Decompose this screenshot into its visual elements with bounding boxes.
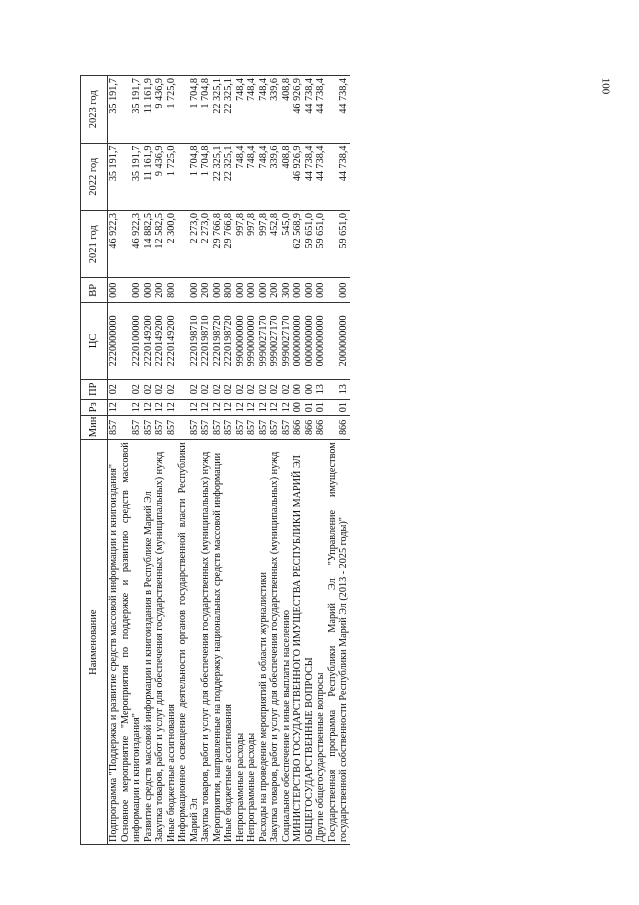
header-vr: ВР bbox=[81, 278, 108, 303]
cell-vr: 000 bbox=[246, 278, 258, 303]
cell-vr: 000 bbox=[304, 278, 316, 303]
cell-min: 857 bbox=[246, 415, 258, 440]
cell-y2023: 1 704,8 bbox=[177, 76, 200, 144]
cell-cs: 2220198710 bbox=[177, 303, 200, 379]
header-name: Наименование bbox=[81, 440, 108, 845]
cell-y2022: 35 191,7 bbox=[120, 143, 143, 210]
cell-y2023: 1 704,8 bbox=[200, 76, 212, 144]
cell-vr: 000 bbox=[292, 278, 304, 303]
cell-rz: 01 bbox=[315, 399, 327, 415]
table-row bbox=[154, 76, 166, 845]
cell-pr: 02 bbox=[246, 379, 258, 399]
cell-min: 857 bbox=[258, 415, 270, 440]
table-row bbox=[143, 76, 155, 845]
cell-cs: 2220149200 bbox=[143, 303, 155, 379]
cell-vr: 000 bbox=[235, 278, 247, 303]
cell-min: 857 bbox=[223, 415, 235, 440]
table-row bbox=[223, 76, 235, 845]
cell-y2022: 35 191,7 bbox=[108, 143, 120, 210]
table-row bbox=[108, 76, 120, 845]
table-row bbox=[246, 76, 258, 845]
cell-y2023: 408,8 bbox=[281, 76, 293, 144]
cell-y2021: 545,0 bbox=[281, 210, 293, 277]
cell-name: Развитие средств массовой информации и книгоиздания в Республике Марий Эл bbox=[143, 440, 155, 845]
cell-pr: 02 bbox=[212, 379, 224, 399]
cell-min: 866 bbox=[315, 415, 327, 440]
cell-name: МИНИСТЕРСТВО ГОСУДАРСТВЕННОГО ИМУЩЕСТВА РЕСПУБЛИКИ МАРИЙ ЭЛ bbox=[292, 440, 304, 845]
cell-y2023: 44 738,4 bbox=[304, 76, 316, 144]
cell-vr: 000 bbox=[177, 278, 200, 303]
cell-name: Закупка товаров, работ и услуг для обеспечения государственных (муниципальных) нужд bbox=[154, 440, 166, 845]
table-body bbox=[108, 76, 350, 845]
cell-pr: 02 bbox=[281, 379, 293, 399]
cell-min: 857 bbox=[281, 415, 293, 440]
cell-cs: 2220198710 bbox=[200, 303, 212, 379]
cell-y2021: 59 651,0 bbox=[327, 210, 350, 277]
cell-name: Закупка товаров, работ и услуг для обеспечения государственных (муниципальных) нужд bbox=[200, 440, 212, 845]
cell-cs: 0000000000 bbox=[315, 303, 327, 379]
cell-name: Иные бюджетные ассигнования bbox=[166, 440, 178, 845]
cell-cs: 2220198720 bbox=[212, 303, 224, 379]
table-row bbox=[315, 76, 327, 845]
cell-y2021: 997,8 bbox=[258, 210, 270, 277]
cell-cs: 0000000000 bbox=[304, 303, 316, 379]
cell-cs: 2000000000 bbox=[327, 303, 350, 379]
cell-y2023: 35 191,7 bbox=[108, 76, 120, 144]
cell-y2021: 46 922,3 bbox=[120, 210, 143, 277]
cell-name: Непрограммные расходы bbox=[235, 440, 247, 845]
cell-cs: 2220198720 bbox=[223, 303, 235, 379]
cell-name: ОБЩЕГОСУДАРСТВЕННЫЕ ВОПРОСЫ bbox=[304, 440, 316, 845]
table-row bbox=[166, 76, 178, 845]
cell-cs: 2220100000 bbox=[120, 303, 143, 379]
cell-rz: 12 bbox=[154, 399, 166, 415]
cell-vr: 200 bbox=[269, 278, 281, 303]
cell-y2021: 46 922,3 bbox=[108, 210, 120, 277]
cell-vr: 200 bbox=[200, 278, 212, 303]
cell-y2022: 44 738,4 bbox=[327, 143, 350, 210]
cell-cs: 9900000000 bbox=[235, 303, 247, 379]
cell-cs: 9990027170 bbox=[269, 303, 281, 379]
cell-y2022: 748,4 bbox=[246, 143, 258, 210]
cell-min: 857 bbox=[235, 415, 247, 440]
cell-y2023: 748,4 bbox=[246, 76, 258, 144]
cell-y2022: 748,4 bbox=[258, 143, 270, 210]
header-cs: ЦС bbox=[81, 303, 108, 379]
cell-pr: 02 bbox=[143, 379, 155, 399]
cell-y2023: 22 325,1 bbox=[223, 76, 235, 144]
cell-y2022: 408,8 bbox=[281, 143, 293, 210]
cell-y2021: 59 651,0 bbox=[304, 210, 316, 277]
cell-min: 857 bbox=[120, 415, 143, 440]
cell-name: Непрограммные расходы bbox=[246, 440, 258, 845]
cell-name: Иные бюджетные ассигнования bbox=[223, 440, 235, 845]
table-row bbox=[258, 76, 270, 845]
cell-name: Информационное освещение деятельности органов государственной власти Республики Марий Эл bbox=[177, 440, 200, 845]
cell-y2021: 59 651,0 bbox=[315, 210, 327, 277]
cell-y2023: 339,6 bbox=[269, 76, 281, 144]
cell-rz: 12 bbox=[212, 399, 224, 415]
cell-y2021: 2 273,0 bbox=[200, 210, 212, 277]
cell-y2022: 1 725,0 bbox=[166, 143, 178, 210]
cell-min: 857 bbox=[269, 415, 281, 440]
cell-min: 857 bbox=[154, 415, 166, 440]
cell-pr: 00 bbox=[292, 379, 304, 399]
cell-y2021: 2 273,0 bbox=[177, 210, 200, 277]
header-2021: 2021 год bbox=[81, 210, 108, 277]
header-rz: Рз bbox=[81, 399, 108, 415]
cell-rz: 12 bbox=[258, 399, 270, 415]
cell-vr: 800 bbox=[223, 278, 235, 303]
cell-cs: 2220149200 bbox=[154, 303, 166, 379]
cell-min: 857 bbox=[212, 415, 224, 440]
cell-cs: 2220149200 bbox=[166, 303, 178, 379]
cell-vr: 000 bbox=[120, 278, 143, 303]
cell-vr: 200 bbox=[154, 278, 166, 303]
cell-y2023: 1 725,0 bbox=[166, 76, 178, 144]
cell-y2023: 44 738,4 bbox=[327, 76, 350, 144]
cell-name: Основное мероприятие "Мероприятия по поддержке и развитию средств массовой информации и книгоиздания" bbox=[120, 440, 143, 845]
cell-y2023: 9 436,9 bbox=[154, 76, 166, 144]
cell-cs: 2220000000 bbox=[108, 303, 120, 379]
cell-vr: 800 bbox=[166, 278, 178, 303]
cell-rz: 12 bbox=[143, 399, 155, 415]
cell-min: 857 bbox=[177, 415, 200, 440]
header-2023: 2023 год bbox=[81, 76, 108, 144]
cell-y2021: 997,8 bbox=[246, 210, 258, 277]
table-row bbox=[281, 76, 293, 845]
cell-vr: 000 bbox=[258, 278, 270, 303]
table-row bbox=[212, 76, 224, 845]
budget-table-container bbox=[80, 75, 538, 845]
cell-pr: 02 bbox=[223, 379, 235, 399]
cell-cs: 9990027170 bbox=[258, 303, 270, 379]
cell-rz: 00 bbox=[292, 399, 304, 415]
cell-name: Подпрограмма "Поддержка и развитие средств массовой информации и книгоиздания" bbox=[108, 440, 120, 845]
cell-min: 857 bbox=[143, 415, 155, 440]
cell-min: 857 bbox=[166, 415, 178, 440]
cell-pr: 00 bbox=[304, 379, 316, 399]
cell-y2022: 22 325,1 bbox=[212, 143, 224, 210]
cell-y2022: 339,6 bbox=[269, 143, 281, 210]
cell-vr: 000 bbox=[327, 278, 350, 303]
cell-y2022: 1 704,8 bbox=[177, 143, 200, 210]
cell-pr: 02 bbox=[154, 379, 166, 399]
cell-name: Закупка товаров, работ и услуг для обеспечения государственных (муниципальных) нужд bbox=[269, 440, 281, 845]
cell-y2022: 9 436,9 bbox=[154, 143, 166, 210]
cell-y2022: 44 738,4 bbox=[315, 143, 327, 210]
cell-name: Социальное обеспечение и иные выплаты населению bbox=[281, 440, 293, 845]
header-min: Мин bbox=[81, 415, 108, 440]
cell-rz: 12 bbox=[166, 399, 178, 415]
cell-pr: 02 bbox=[177, 379, 200, 399]
cell-cs: 9990027170 bbox=[281, 303, 293, 379]
cell-rz: 12 bbox=[108, 399, 120, 415]
cell-name: Государственная программа Республики Марий Эл "Управление имуществом государственной собственности Республики Марий Эл (2013 - 2025 годы)" bbox=[327, 440, 350, 845]
cell-y2022: 748,4 bbox=[235, 143, 247, 210]
cell-rz: 12 bbox=[223, 399, 235, 415]
cell-y2022: 22 325,1 bbox=[223, 143, 235, 210]
header-2022: 2022 год bbox=[81, 143, 108, 210]
table-row bbox=[120, 76, 143, 845]
cell-y2021: 14 882,5 bbox=[143, 210, 155, 277]
cell-rz: 12 bbox=[200, 399, 212, 415]
cell-rz: 12 bbox=[281, 399, 293, 415]
cell-pr: 02 bbox=[120, 379, 143, 399]
table-row bbox=[177, 76, 200, 845]
cell-min: 866 bbox=[304, 415, 316, 440]
header-pr: ПР bbox=[81, 379, 108, 399]
cell-y2021: 29 766,8 bbox=[223, 210, 235, 277]
cell-cs: 9990000000 bbox=[246, 303, 258, 379]
cell-name: Мероприятия, направленные на поддержку национальных средств массовой информации bbox=[212, 440, 224, 845]
cell-rz: 12 bbox=[269, 399, 281, 415]
table-row bbox=[235, 76, 247, 845]
cell-y2023: 46 926,9 bbox=[292, 76, 304, 144]
cell-y2023: 22 325,1 bbox=[212, 76, 224, 144]
cell-vr: 300 bbox=[281, 278, 293, 303]
cell-name: Расходы на проведение мероприятий в области журналистики bbox=[258, 440, 270, 845]
cell-y2022: 11 161,9 bbox=[143, 143, 155, 210]
cell-pr: 13 bbox=[327, 379, 350, 399]
cell-rz: 01 bbox=[327, 399, 350, 415]
cell-y2023: 44 738,4 bbox=[315, 76, 327, 144]
cell-y2023: 748,4 bbox=[235, 76, 247, 144]
cell-vr: 000 bbox=[108, 278, 120, 303]
table-header bbox=[81, 76, 108, 845]
cell-cs: 0000000000 bbox=[292, 303, 304, 379]
cell-y2021: 2 300,0 bbox=[166, 210, 178, 277]
table-row bbox=[269, 76, 281, 845]
page-number: 100 bbox=[598, 77, 611, 95]
cell-pr: 13 bbox=[315, 379, 327, 399]
cell-vr: 000 bbox=[143, 278, 155, 303]
cell-y2022: 46 926,9 bbox=[292, 143, 304, 210]
cell-pr: 02 bbox=[235, 379, 247, 399]
cell-vr: 000 bbox=[212, 278, 224, 303]
table-row bbox=[304, 76, 316, 845]
cell-y2021: 62 568,9 bbox=[292, 210, 304, 277]
cell-vr: 000 bbox=[315, 278, 327, 303]
cell-min: 857 bbox=[200, 415, 212, 440]
table-row bbox=[327, 76, 350, 845]
cell-y2023: 35 191,7 bbox=[120, 76, 143, 144]
cell-y2022: 44 738,4 bbox=[304, 143, 316, 210]
cell-pr: 02 bbox=[166, 379, 178, 399]
cell-y2023: 11 161,9 bbox=[143, 76, 155, 144]
cell-min: 866 bbox=[292, 415, 304, 440]
cell-rz: 12 bbox=[177, 399, 200, 415]
cell-rz: 01 bbox=[304, 399, 316, 415]
cell-rz: 12 bbox=[120, 399, 143, 415]
budget-table bbox=[80, 75, 350, 845]
cell-y2021: 452,8 bbox=[269, 210, 281, 277]
table-row bbox=[292, 76, 304, 845]
cell-pr: 02 bbox=[108, 379, 120, 399]
cell-y2021: 12 582,5 bbox=[154, 210, 166, 277]
cell-pr: 02 bbox=[269, 379, 281, 399]
cell-min: 866 bbox=[327, 415, 350, 440]
cell-name: Другие общегосударственные вопросы bbox=[315, 440, 327, 845]
cell-pr: 02 bbox=[258, 379, 270, 399]
cell-rz: 12 bbox=[235, 399, 247, 415]
cell-min: 857 bbox=[108, 415, 120, 440]
cell-y2022: 1 704,8 bbox=[200, 143, 212, 210]
cell-y2023: 748,4 bbox=[258, 76, 270, 144]
cell-y2021: 29 766,8 bbox=[212, 210, 224, 277]
cell-pr: 02 bbox=[200, 379, 212, 399]
cell-y2021: 997,8 bbox=[235, 210, 247, 277]
table-row bbox=[200, 76, 212, 845]
cell-rz: 12 bbox=[246, 399, 258, 415]
